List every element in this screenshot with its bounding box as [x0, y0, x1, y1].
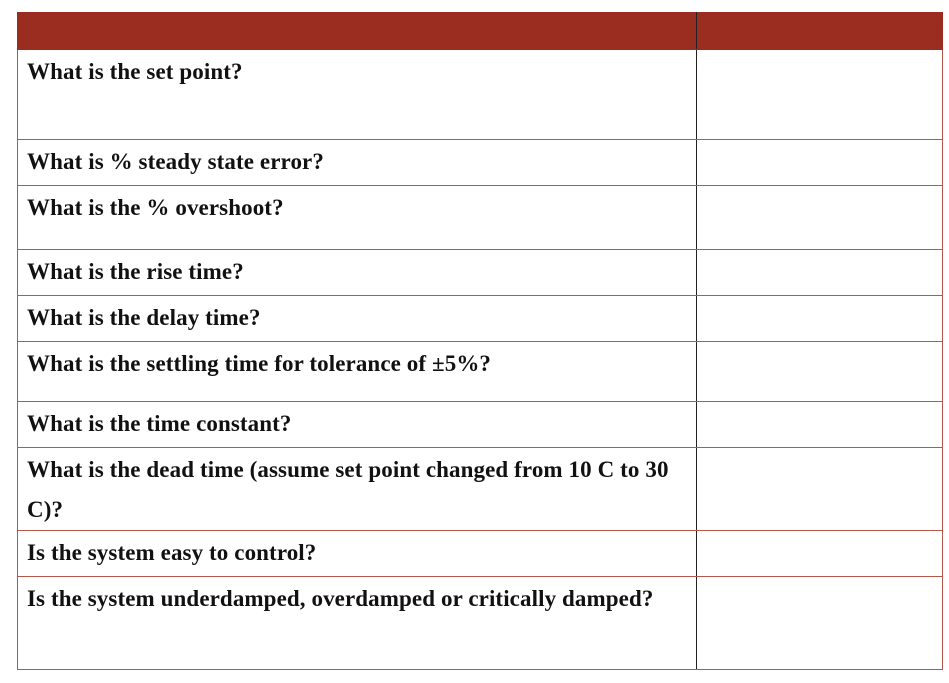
answer-cell[interactable]	[697, 448, 943, 531]
answer-cell[interactable]	[697, 140, 943, 186]
question-cell: Is the system easy to control?	[18, 531, 697, 577]
question-cell: Is the system underdamped, overdamped or critically damped?	[18, 577, 697, 670]
table-row	[18, 342, 943, 402]
header-cell-question	[18, 13, 697, 50]
table-row	[18, 448, 943, 531]
questions-table	[17, 12, 943, 670]
table-row	[18, 402, 943, 448]
table-row	[18, 50, 943, 140]
question-cell: What is the % overshoot?	[18, 186, 697, 250]
answer-cell[interactable]	[697, 186, 943, 250]
table-row	[18, 140, 943, 186]
answer-cell[interactable]	[697, 402, 943, 448]
question-cell: What is the settling time for tolerance of ±5%?	[18, 342, 697, 402]
table-row	[18, 531, 943, 577]
question-cell: What is the rise time?	[18, 250, 697, 296]
table-row	[18, 250, 943, 296]
table-row	[18, 296, 943, 342]
header-cell-answer	[697, 13, 943, 50]
table-header-row	[18, 13, 943, 50]
answer-cell[interactable]	[697, 342, 943, 402]
answer-cell[interactable]	[697, 577, 943, 670]
table-row	[18, 186, 943, 250]
answer-cell[interactable]	[697, 250, 943, 296]
question-cell: What is the dead time (assume set point changed from 10 C to 30 C)?	[18, 448, 697, 531]
answer-cell[interactable]	[697, 50, 943, 140]
answer-cell[interactable]	[697, 531, 943, 577]
question-cell: What is the time constant?	[18, 402, 697, 448]
answer-cell[interactable]	[697, 296, 943, 342]
question-cell: What is % steady state error?	[18, 140, 697, 186]
table-row	[18, 577, 943, 670]
question-cell: What is the delay time?	[18, 296, 697, 342]
question-cell: What is the set point?	[18, 50, 697, 140]
